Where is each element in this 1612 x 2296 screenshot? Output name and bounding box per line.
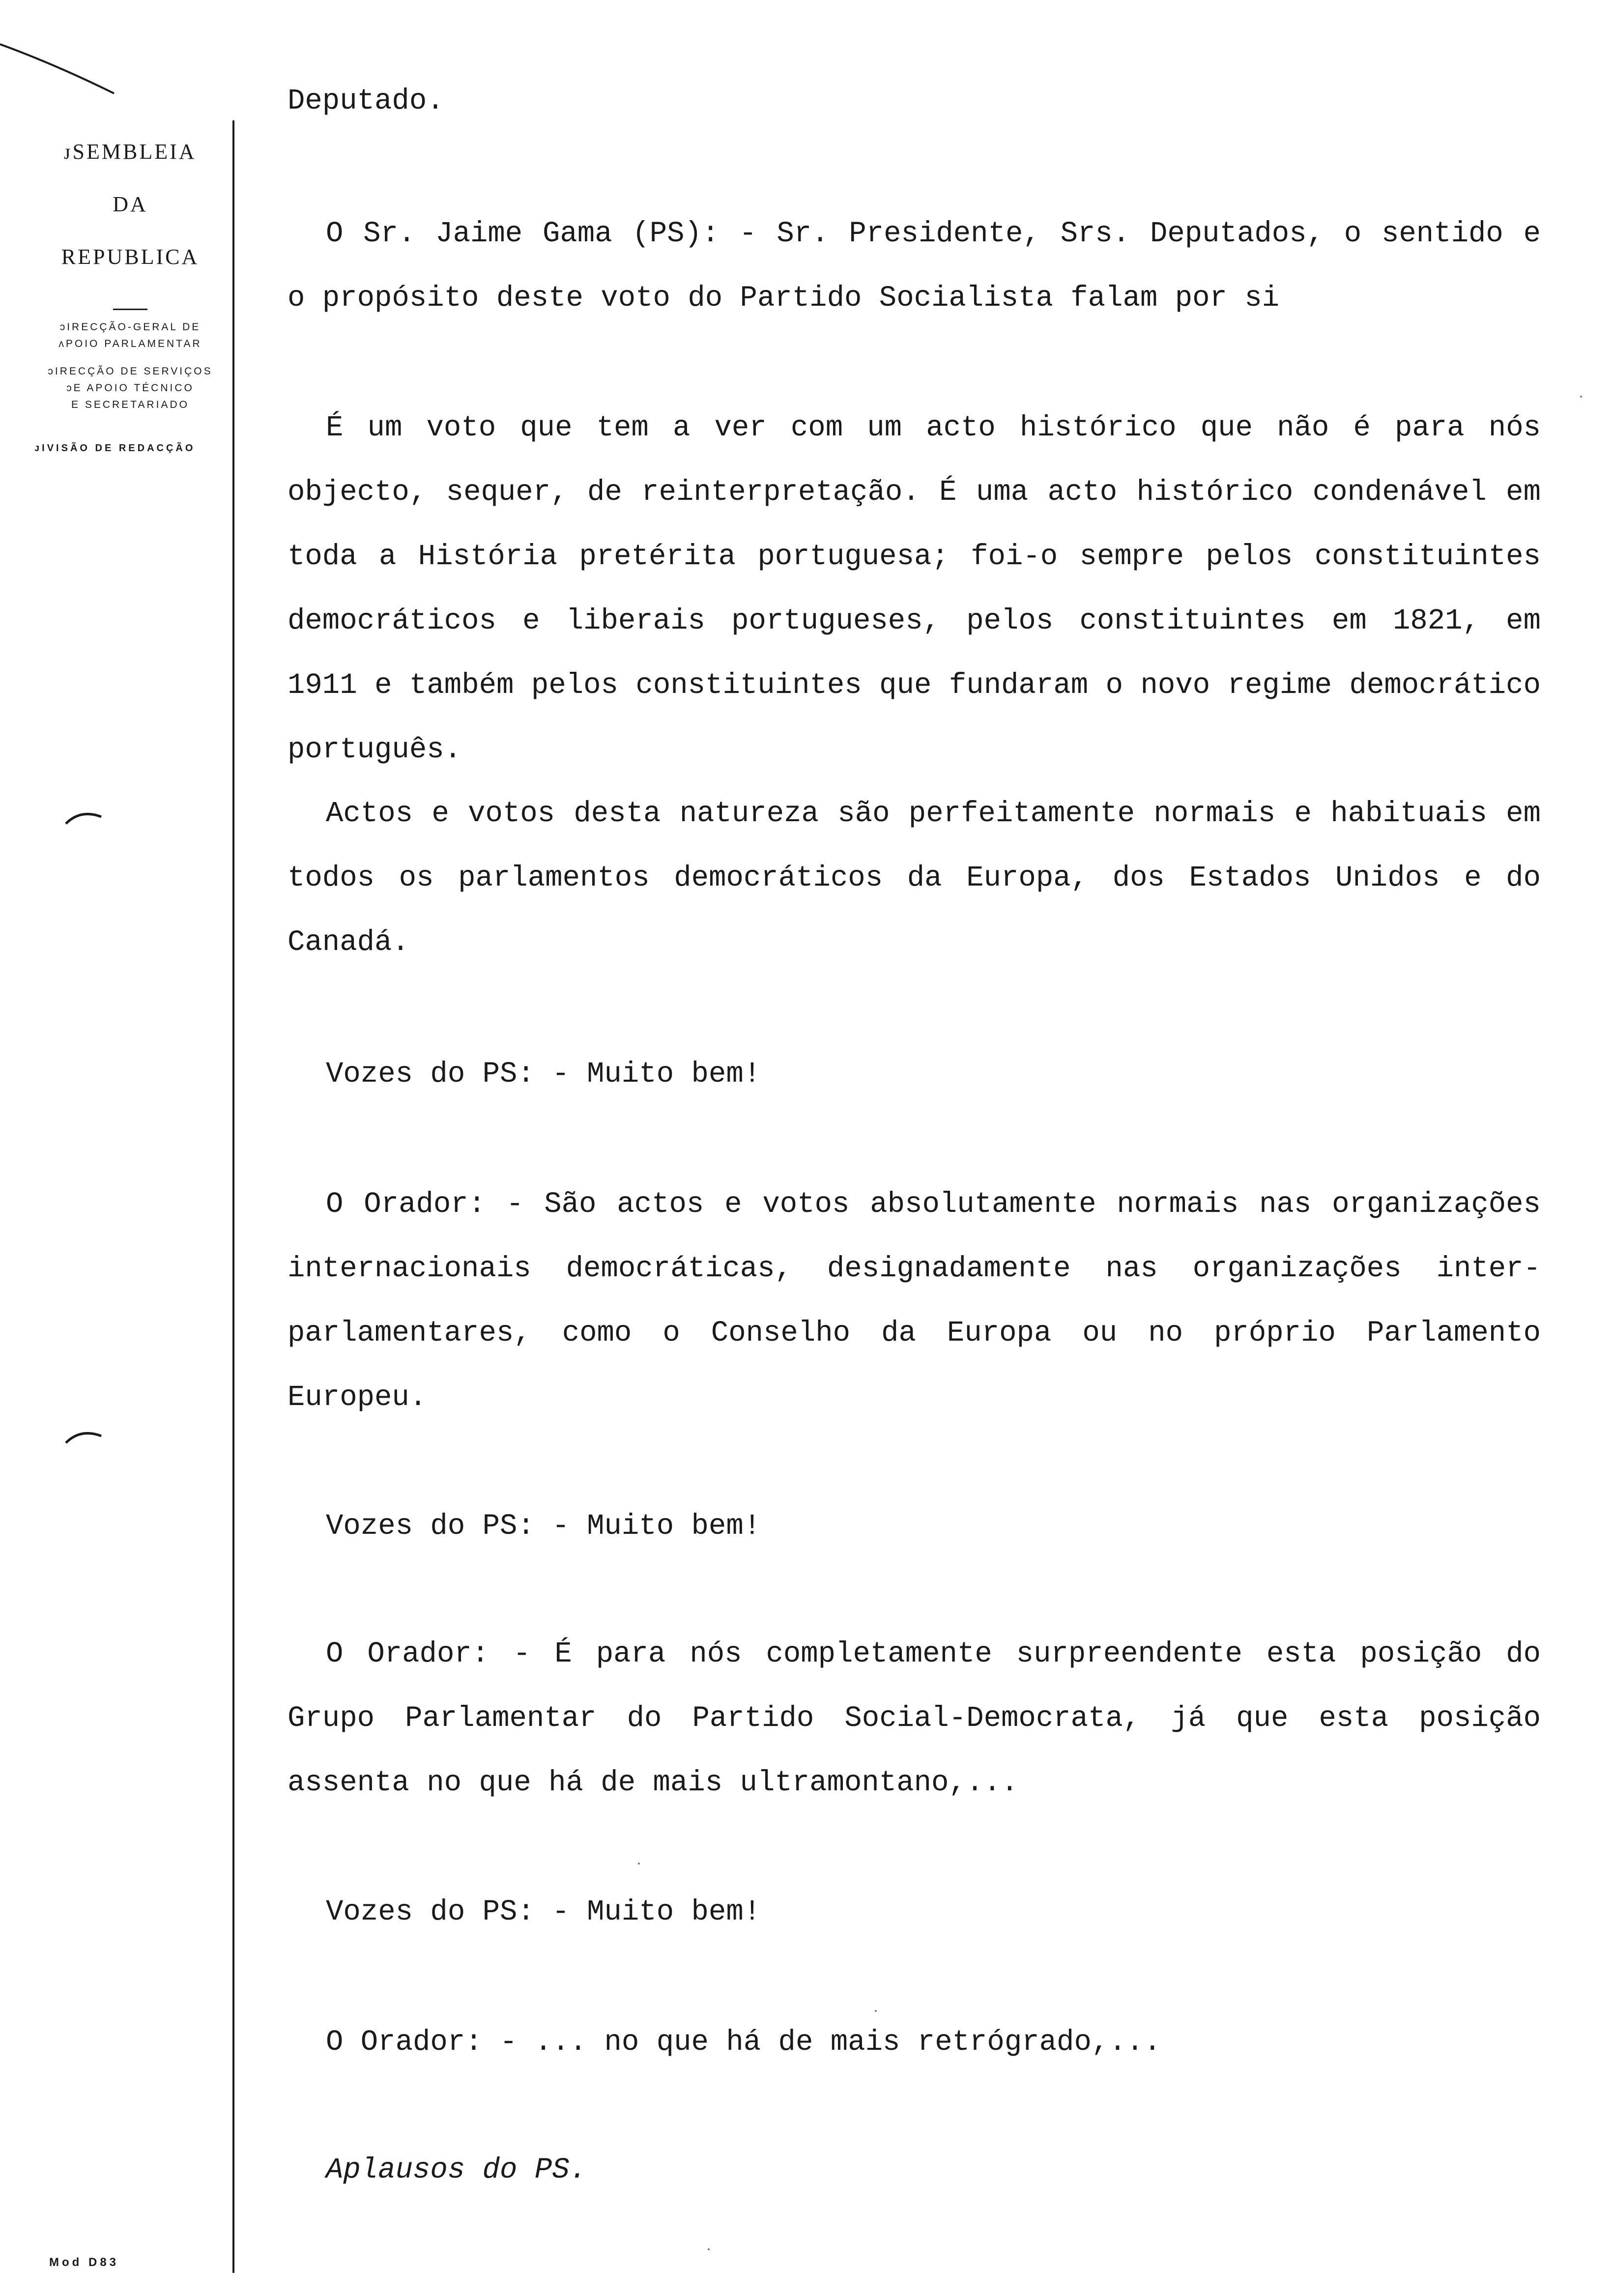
corner-stroke-mark [0,34,118,98]
letterhead-dept-line2: ᴧPOIO PARLAMENTAR [58,338,202,349]
interjection-vozes-ps: Vozes do PS: - Muito bem! [326,1058,761,1091]
letterhead-title-line3: REPUBLICA [61,245,200,269]
letterhead-service-line1: ᴐIRECÇÃO DE SERVIÇOS [48,366,213,377]
paragraph-historical-act: É um voto que tem a ver com um acto histórico que não é para nós objecto, sequer, de reinterpretação. É uma acto histórico condenável em toda a História pretérita portuguesa; foi-o sempre pelos constituintes democráticos e liberais portugueses, pelos constituintes em 1821, em 1911 e também pelos constituintes que fundaram o novo regime democrático português. [288,411,1541,766]
paper-speck [708,2248,710,2250]
paragraph-orador-surprising: O Orador: - É para nós completamente surpreendente esta posição do Grupo Parlamentar do Partido Social-Democrata, já que esta posição assenta no que há de mais ultramontano,... [288,1637,1541,1799]
letterhead-service-line2: ᴐE APOIO TÉCNICO [66,382,194,394]
letterhead-divider [113,309,147,310]
interjection-vozes-ps: Vozes do PS: - Muito bem! [326,1895,761,1928]
paragraph-continuation: Deputado. [288,85,444,117]
punch-hole-mark [64,1425,103,1445]
punch-hole-mark [64,806,103,826]
letterhead [29,125,231,454]
letterhead-division: ᴊIVISÃO DE REDACÇÃO [34,443,196,454]
paragraph-orador-retrograde: O Orador: - ... no que há de mais retrógrado,... [326,2026,1161,2059]
letterhead-title-line1: ᴊSEMBLEIA [64,140,197,164]
letterhead-service-line3: E SECRETARIADO [71,399,189,410]
letterhead-dept-line1: ᴐIRECÇÃO-GERAL DE [59,321,201,333]
paragraph-orador-international: O Orador: - São actos e votos absolutamente normais nas organizações internacionais democráticas, designadamente nas organizações inter-parlamentares, como o Conselho da Europa ou no próprio Parlamento Europeu. [288,1188,1541,1414]
margin-vertical-rule [232,120,234,2273]
letterhead-title-line2: DA [113,192,148,216]
interjection-vozes-ps: Vozes do PS: - Muito bem! [326,1510,761,1543]
paragraph-normal-votes: Actos e votos desta natureza são perfeitamente normais e habituais em todos os parlamentos democráticos da Europa, dos Estados Unidos e do Canadá. [288,797,1541,959]
stage-direction-applause: Aplausos do PS. [326,2153,587,2186]
paper-speck [1580,396,1582,398]
paper-speck [638,1863,640,1865]
paragraph-speech-jaime-gama: O Sr. Jaime Gama (PS): - Sr. Presidente, Srs. Deputados, o sentido e o propósito deste voto do Partido Socialista falam por si [288,217,1541,315]
form-code: Mod D83 [49,2256,119,2268]
